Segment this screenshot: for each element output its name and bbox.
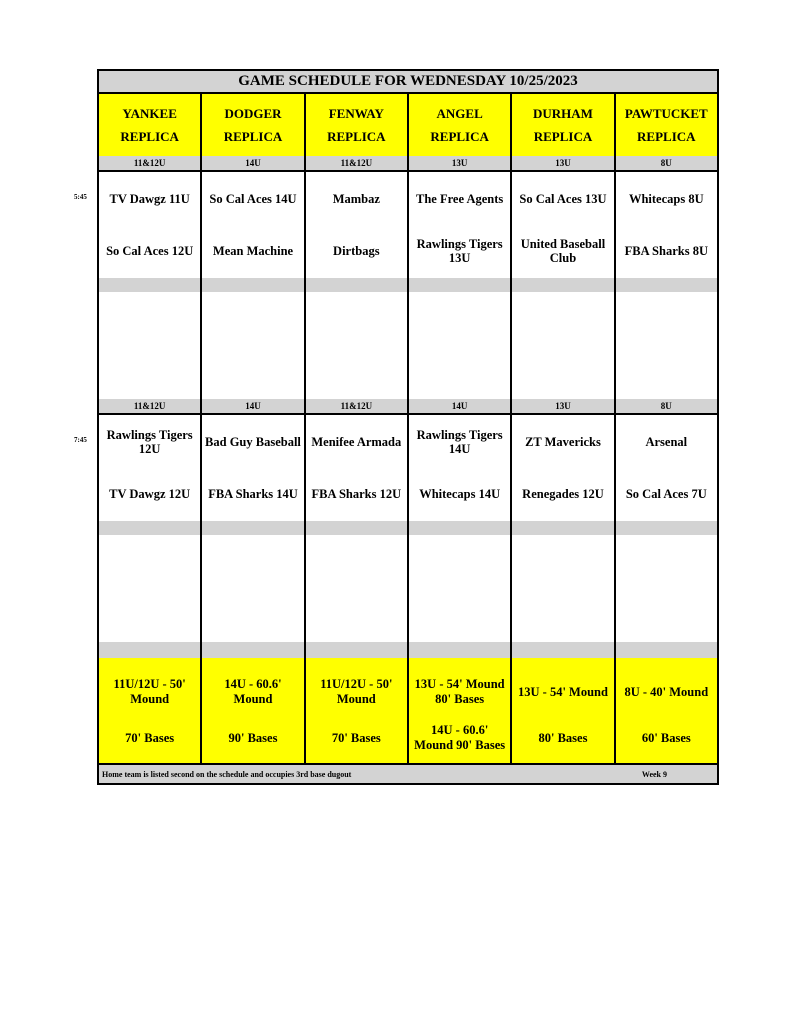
age-label: 13U [512,399,615,413]
team-away: Mambaz [332,192,380,206]
bases-info: 14U - 60.6' Mound 90' Bases [414,723,506,752]
field-info-cell [202,658,305,765]
team-home: Renegades 12U [522,487,604,501]
bases-info: 70' Bases [331,730,381,745]
age-label: 11&12U [306,156,409,170]
game-cell [306,170,409,278]
team-away: So Cal Aces 14U [209,192,297,206]
field-info-cell [616,658,717,765]
mound-info: 13U - 54' Mound 80' Bases [414,677,505,706]
team-away: Rawlings Tigers 14U [416,428,503,456]
age-label: 13U [409,156,512,170]
game-cell [99,170,202,278]
team-home: So Cal Aces 12U [106,244,194,258]
team-away: So Cal Aces 13U [519,192,607,206]
team-home: Mean Machine [212,244,294,258]
schedule-footer [99,763,717,783]
bases-info: 80' Bases [538,730,588,745]
mound-info: 14U - 60.6' Mound [224,677,282,706]
game-cell [99,413,202,521]
game-cell [616,413,717,521]
game-cell [202,170,305,278]
empty-slot-row [99,535,717,644]
field-header-yankee: YANKEE REPLICA [99,94,202,156]
home-team-note: Home team is listed second on the schedule and occupies 3rd base dugout [102,770,352,779]
age-label: 14U [409,399,512,413]
game-cell [512,413,615,521]
team-away: Arsenal [645,435,688,449]
week-label: Week 9 [641,770,667,779]
game-cell [512,170,615,278]
team-away: TV Dawgz 11U [109,192,190,206]
field-header-pawtucket: PAWTUCKET REPLICA [616,94,717,156]
game-cell [202,413,305,521]
team-home: FBA Sharks 12U [311,487,402,501]
mound-info: 11U/12U - 50' Mound [113,677,186,706]
team-home: So Cal Aces 7U [625,487,707,501]
field-info-cell [99,658,202,765]
team-home: TV Dawgz 12U [109,487,191,501]
slot-2-time: 7:45 [74,436,87,444]
age-label: 11&12U [99,399,202,413]
team-home: United Baseball Club [520,237,606,265]
team-away: The Free Agents [416,192,504,206]
bases-info: 90' Bases [228,730,278,745]
team-away: Whitecaps 8U [628,192,704,206]
age-label: 11&12U [306,399,409,413]
team-away: Menifee Armada [311,435,402,449]
schedule-table [97,69,719,785]
field-header-angel: ANGEL REPLICA [409,94,512,156]
team-home: FBA Sharks 14U [208,487,298,501]
mound-info: 13U - 54' Mound [518,684,608,699]
age-label: 11&12U [99,156,202,170]
age-label: 8U [616,399,717,413]
age-label: 13U [512,156,615,170]
schedule-title: GAME SCHEDULE FOR WEDNESDAY 10/25/2023 [99,71,717,94]
game-cell [409,413,512,521]
slot-1-time: 5:45 [74,193,87,201]
game-cell [616,170,717,278]
age-label: 14U [202,156,305,170]
team-away: Rawlings Tigers 12U [106,428,193,456]
field-info-cell [409,658,512,765]
mound-info: 8U - 40' Mound [624,684,709,699]
bases-info: 60' Bases [641,730,691,745]
field-info-row [99,658,717,765]
team-home: Dirtbags [333,244,380,258]
bases-info: 70' Bases [125,730,175,745]
mound-info: 11U/12U - 50' Mound [320,677,393,706]
team-home: Whitecaps 14U [419,487,501,501]
field-header-fenway: FENWAY REPLICA [306,94,409,156]
field-header-dodger: DODGER REPLICA [202,94,305,156]
game-cell [306,413,409,521]
field-header-durham: DURHAM REPLICA [512,94,615,156]
team-away: ZT Mavericks [525,435,601,449]
team-away: Bad Guy Baseball [205,435,301,449]
game-cell [409,170,512,278]
empty-slot-row [99,292,717,401]
field-info-cell [512,658,615,765]
age-label: 14U [202,399,305,413]
team-home: Rawlings Tigers 13U [416,237,503,265]
slot-2-games-row [99,413,717,523]
field-info-cell [306,658,409,765]
age-label: 8U [616,156,717,170]
slot-1-games-row [99,170,717,280]
field-header-row [99,94,717,158]
team-home: FBA Sharks 8U [624,244,708,258]
